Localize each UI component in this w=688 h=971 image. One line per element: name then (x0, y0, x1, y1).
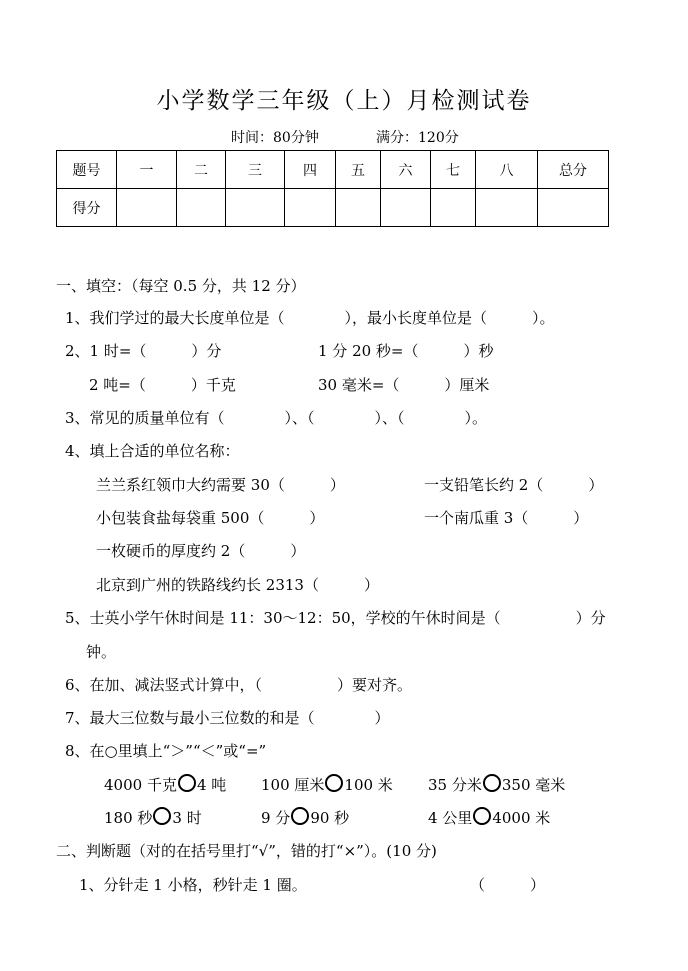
table-header-cell: 七 (431, 151, 476, 189)
question-2b: 1 分 20 秒=（ ）秒 (318, 342, 494, 360)
compare-circle[interactable] (483, 774, 501, 792)
question-4f: 北京到广州的铁路线约长 2313（ ） (96, 576, 379, 594)
judge-answer-blank[interactable]: （ ） (470, 876, 546, 894)
page-title: 小学数学三年级（上）月检测试卷 (156, 88, 532, 114)
compare-circle[interactable] (178, 774, 196, 792)
compare-item (428, 807, 550, 828)
question-4c: 小包装食盐每袋重 500（ ） (96, 509, 325, 527)
question-4b: 一支铅笔长约 2（ ） (424, 476, 604, 494)
question-4d: 一个南瓜重 3（ ） (424, 509, 589, 527)
table-header-cell: 总分 (538, 151, 609, 189)
question-4e: 一枚硬币的厚度约 2（ ） (96, 542, 306, 560)
compare-left: 35 分米 (428, 776, 482, 794)
question-6: 6、在加、减法竖式计算中，（ ）要对齐。 (65, 676, 413, 694)
question-1: 1、我们学过的最大长度单位是（ ），最小长度单位是（ ）。 (65, 309, 555, 327)
compare-right: 90 秒 (310, 809, 350, 827)
score-row-label: 得分 (57, 189, 117, 227)
compare-right: 350 毫米 (501, 776, 566, 794)
compare-right: 4000 米 (492, 809, 551, 827)
compare-left: 4 公里 (428, 809, 473, 827)
time-limit: 时间：80分钟 (231, 130, 319, 146)
question-2d: 30 毫米=（ ）厘米 (318, 376, 490, 394)
score-table-score-row (57, 189, 609, 227)
question-2a: 2、1 时=（ ）分 (65, 342, 222, 360)
compare-item (104, 807, 202, 828)
compare-left: 180 秒 (104, 809, 153, 827)
compare-item (261, 807, 349, 828)
compare-item (428, 774, 565, 795)
score-cell[interactable] (117, 189, 177, 227)
compare-left: 4000 千克 (104, 776, 177, 794)
compare-circle[interactable] (325, 774, 343, 792)
table-header-cell: 八 (476, 151, 538, 189)
compare-right: 3 时 (172, 809, 202, 827)
table-header-cell: 六 (381, 151, 431, 189)
score-cell[interactable] (476, 189, 538, 227)
question-2c: 2 吨=（ ）千克 (89, 376, 236, 394)
score-cell[interactable] (431, 189, 476, 227)
score-cell[interactable] (336, 189, 381, 227)
question-8: 8、在○里填上“＞”“＜”或“=” (65, 742, 267, 760)
compare-item (261, 774, 393, 795)
question-4a: 兰兰系红领巾大约需要 30（ ） (96, 476, 345, 494)
question-5-cont: 钟。 (86, 643, 117, 661)
compare-right: 100 米 (344, 776, 393, 794)
compare-item (104, 774, 226, 795)
compare-circle[interactable] (291, 807, 309, 825)
score-cell[interactable] (177, 189, 226, 227)
table-header-cell: 二 (177, 151, 226, 189)
table-header-cell: 五 (336, 151, 381, 189)
compare-left: 100 厘米 (261, 776, 325, 794)
full-score: 满分：120分 (376, 130, 459, 146)
score-table-header-row (57, 151, 609, 189)
table-header-cell: 题号 (57, 151, 117, 189)
table-header-cell: 四 (285, 151, 336, 189)
table-header-cell: 三 (226, 151, 285, 189)
question-4: 4、填上合适的单位名称： (65, 442, 240, 460)
score-cell[interactable] (381, 189, 431, 227)
score-cell[interactable] (226, 189, 285, 227)
question-3: 3、常见的质量单位有（ ）、（ ）、（ ）。 (65, 409, 488, 427)
compare-left: 9 分 (261, 809, 291, 827)
section1-heading: 一、填空：（每空 0.5 分，共 12 分） (56, 277, 306, 295)
section2-heading: 二、判断题（对的在括号里打“√”，错的打“×”）。(10 分) (56, 842, 437, 860)
question-7: 7、最大三位数与最小三位数的和是（ ） (65, 709, 390, 727)
score-cell[interactable] (538, 189, 609, 227)
compare-right: 4 吨 (196, 776, 227, 794)
table-header-cell: 一 (117, 151, 177, 189)
score-table (56, 150, 609, 227)
question-5: 5、士英小学午休时间是 11：30～12：50，学校的午休时间是（ ）分 (65, 609, 606, 627)
compare-circle[interactable] (473, 807, 491, 825)
score-cell[interactable] (285, 189, 336, 227)
compare-circle[interactable] (153, 807, 171, 825)
judge-question-1: 1、分针走 1 小格，秒针走 1 圈。 (79, 876, 307, 894)
